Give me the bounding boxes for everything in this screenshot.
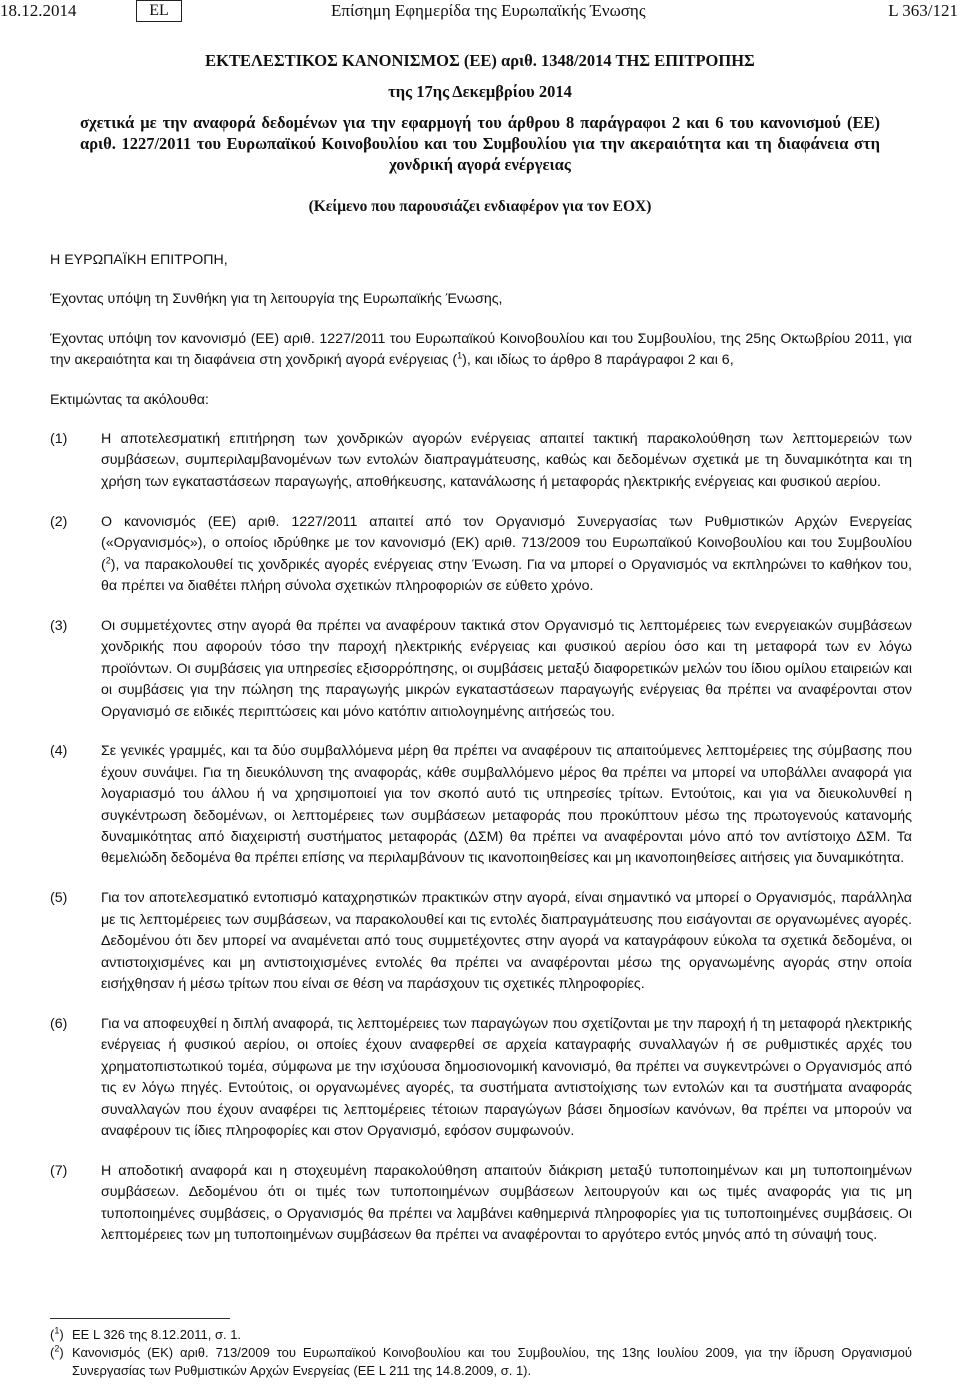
regulation-body [50,250,912,1265]
regulation-subject: σχετικά με την αναφορά δεδομένων για την εφαρμογή του άρθρου 8 παράγραφοι 2 και 6 του κανονισμού (ΕΕ) αριθ. 1227/2011 του Ευρωπαϊκού Κοινοβουλίου και του Συμβουλίου για την ακεραιότητα και τη διαφάνεια στη χονδρική αγορά ενέργειας [80,113,880,174]
journal-title: Επίσημη Εφημερίδα της Ευρωπαϊκής Ένωσης [331,1,646,20]
recital-5 [50,888,912,995]
footnote-2 [50,1344,912,1380]
recital-text: Ο κανονισμός (ΕΕ) αριθ. 1227/2011 απαιτεί από τον Οργανισμό Συνεργασίας των Ρυθμιστικών Αρχών Ενεργείας («Οργανισμός»), ο οποίος ιδρύθηκε με τον κανονισμό (ΕΚ) αριθ. 713/2009 του Ευρωπαϊκού Κοινοβουλίου και του Συμβουλίου ($^2$), να παρακολουθεί τις χονδρικές αγορές ενέργειας στην Ένωση. Για να μπορεί ο Οργανισμός να εκπληρώνει το καθήκον του, θα πρέπει να διαθέτει πλήρη σύνολα σχετικών πληροφοριών σε εύθετο χρόνο. [101,513,912,594]
footnote-number: ($^2$) [50,1343,64,1360]
recital-6 [50,1014,912,1142]
recital-text: Η αποτελεσματική επιτήρηση των χονδρικών αγορών ενέργειας απαιτεί τακτική παρακολούθηση των λεπτομερειών των συμβάσεων, συμπεριλαμβανομένων των εντολών διαπραγμάτευσης, καθώς και δεδομένων σχετικά με τη δυναμικότητα και τη χρήση των εγκαταστάσεων παραγωγής, αποθήκευσης, κατανάλωσης ή μεταφοράς ηλεκτρικής ενέργειας και φυσικού αερίου. [101,431,912,490]
citation-regulation: Έχοντας υπόψη τον κανονισμό (ΕΕ) αριθ. 1227/2011 του Ευρωπαϊκού Κοινοβουλίου και του Συμβουλίου, της 25ης Οκτωβρίου 2011, για την ακεραιότητα και τη διαφάνεια στη χονδρική αγορά ενέργειας ($^1$), και ιδίως το άρθρο 8 παράγραφοι 2 και 6, [50,330,912,369]
recital-text: Για τον αποτελεσματικό εντοπισμό καταχρηστικών πρακτικών στην αγορά, είναι σημαντικό να μπορεί ο Οργανισμός, παράλληλα με τις λεπτομέρειες των συμβάσεων, να παρακολουθεί και τις εντολές διαπραγμάτευσης που εισάγονται σε οργανωμένες αγορές. Δεδομένου ότι δεν μπορεί να αναμένεται από τους συμμετέχοντες στην αγορά να καταγράφουν εύκολα τα σχετικά δεδομένα, οι αντιστοιχισμένες και μη αντιστοιχισμένες εντολές θα πρέπει να αναφέρονται μέσω της οργανωμένης αγοράς στην οποία εισήχθησαν ή μέσω τρίτων που είναι σε θέση να παράσχουν τις σχετικές πληροφορίες. [101,890,912,992]
eea-relevance-note: (Κείμενο που παρουσιάζει ενδιαφέρον για τον ΕΟΧ) [308,198,652,215]
recital-3 [50,616,912,723]
recital-text: Σε γενικές γραμμές, και τα δύο συμβαλλόμενα μέρη θα πρέπει να αναφέρουν τις απαιτούμενες λεπτομέρειες της σύμβασης που έχουν συνάψει. Για τη διευκόλυνση της αναφοράς, κάθε συμβαλλόμενο μέρος θα πρέπει να μπορεί να υποβάλλει αναφορά για λογαριασμό του άλλου ή να χρησιμοποιεί για τον σκοπό αυτό τις υπηρεσίες τρίτων. Εντούτοις, και για να διευκολυνθεί η συγκέντρωση δεδομένων, οι λεπτομέρειες των συμβάσεων μεταφοράς που προκύπτουν μέσω της πρωτογενούς κατανομής δυναμικότητας από διαχειριστή συστήματος μεταφοράς (ΔΣΜ) θα πρέπει να αναφέρονται μόνο από τον αντίστοιχο ΔΣΜ. Τα θεμελιώδη δεδομένα θα πρέπει επίσης να περιλαμβάνουν τις ικανοποιηθείσες και μη ικανοποιηθείσες αιτήσεις για δυναμικότητα. [101,743,912,867]
whereas-heading: Εκτιμώντας τα ακόλουθα: [50,391,209,408]
footnote-separator [50,1318,230,1319]
regulation-title-block [80,50,880,175]
recital-number: (7) [50,1162,68,1179]
regulation-date: της 17ης Δεκεμβρίου 2014 [388,82,572,101]
journal-header [0,0,960,26]
recital-number: (6) [50,1015,68,1032]
recital-number: (1) [50,431,68,448]
language-badge: EL [136,0,182,22]
recital-4 [50,741,912,869]
recital-7 [50,1161,912,1247]
recital-number: (5) [50,890,68,907]
recital-number: (4) [50,743,68,760]
footnote-text: ΕΕ L 326 της 8.12.2011, σ. 1. [72,1327,242,1342]
page-reference: L 363/121 [888,1,958,20]
institution-heading: Η ΕΥΡΩΠΑΪΚΗ ΕΠΙΤΡΟΠΗ, [50,252,228,268]
citation-treaty: Έχοντας υπόψη τη Συνθήκη για τη λειτουργία της Ευρωπαϊκής Ένωσης, [50,291,503,308]
recitals-list [50,429,912,1246]
recital-text: Για να αποφευχθεί η διπλή αναφορά, τις λεπτομέρειες των παραγώγων που σχετίζονται με την παροχή ή τη μεταφορά ηλεκτρικής ενέργειας ή φυσικού αερίου, οι οποίες έχουν αναφερθεί σε αρχεία καταγραφής συναλλαγών ή σε ρυθμιστικές αρχές του χρηματοπιστωτικού τομέα, σύμφωνα με την ισχύουσα δημοσιονομική κανονισμό, θα πρέπει να συγκεντρώνει ο Οργανισμός από τις εν λόγω πηγές. Εντούτοις, οι οργανωμένες αγορές, τα συστήματα αντιστοίχισης των εντολών και τα συστήματα αναφοράς συναλλαγών που έχουν αναφέρει τις λεπτομέρειες τέτοιων παραγώγων βάσει δημοσίων κανόνων, θα πρέπει να μπορούν να αναφέρουν τις ίδιες πληροφορίες και στον Οργανισμό, εφόσον συμφωνούν. [101,1015,912,1139]
regulation-title: ΕΚΤΕΛΕΣΤΙΚΟΣ ΚΑΝΟΝΙΣΜΟΣ (ΕΕ) αριθ. 1348/2014 ΤΗΣ ΕΠΙΤΡΟΠΗΣ [205,51,755,70]
publication-date: 18.12.2014 [0,1,77,20]
footnote-number: ($^1$) [50,1325,64,1342]
footnotes [50,1326,912,1380]
recital-text: Οι συμμετέχοντες στην αγορά θα πρέπει να αναφέρουν τακτικά στον Οργανισμό τις λεπτομέρειες των ενεργειακών συμβάσεων χονδρικής που αφορούν τόσο την παροχή ηλεκτρικής ενέργειας και φυσικού αερίου όσο και τη μεταφορά των εν λόγω προϊόντων. Οι συμβάσεις για υπηρεσίες εξισορρόπησης, οι συμβάσεις μεταξύ διαφορετικών μελών του ίδιου ομίλου εταιρειών και οι συμβάσεις για την πώληση της παραγωγής μικρών εγκαταστάσεων παραγωγής ενέργειας θα πρέπει να αναφέρονται στον Οργανισμό σε ειδικές περιπτώσεις και μόνο κατόπιν αιτιολογημένης αιτήσεώς του. [101,617,912,720]
footnote-ref-1[interactable]: 1 [457,350,463,361]
recital-number: (3) [50,617,68,634]
footnote-ref-2[interactable]: 2 [105,554,111,565]
recital-2 [50,512,912,598]
recital-number: (2) [50,513,68,530]
recital-1 [50,429,912,493]
footnote-text: Κανονισμός (ΕΚ) αριθ. 713/2009 του Ευρωπαϊκού Κοινοβουλίου και του Συμβουλίου, της 13ης Ιουλίου 2009, για την ίδρυση Οργανισμού Συνεργασίας των Ρυθμιστικών Αρχών Ενεργείας (ΕΕ L 211 της 14.8.2009, σ. 1). [72,1345,912,1378]
recital-text: Η αποδοτική αναφορά και η στοχευμένη παρακολούθηση απαιτούν διάκριση μεταξύ τυποποιημένων και μη τυποποιημένων συμβάσεων. Δεδομένου ότι οι τιμές των τυποποιημένων συμβάσεων λειτουργούν και ως τιμές αναφοράς για τις μη τυποποιημένες συμβάσεις, ο Οργανισμός θα πρέπει να λαμβάνει καθημερινά πληροφορίες για τις τυποποιημένες συμβάσεις. Οι λεπτομέρειες των μη τυποποιημένων συμβάσεων θα πρέπει να αναφέρονται το αργότερο εντός μηνός από τη σύναψή τους. [101,1162,912,1244]
footnote-1 [50,1326,912,1344]
